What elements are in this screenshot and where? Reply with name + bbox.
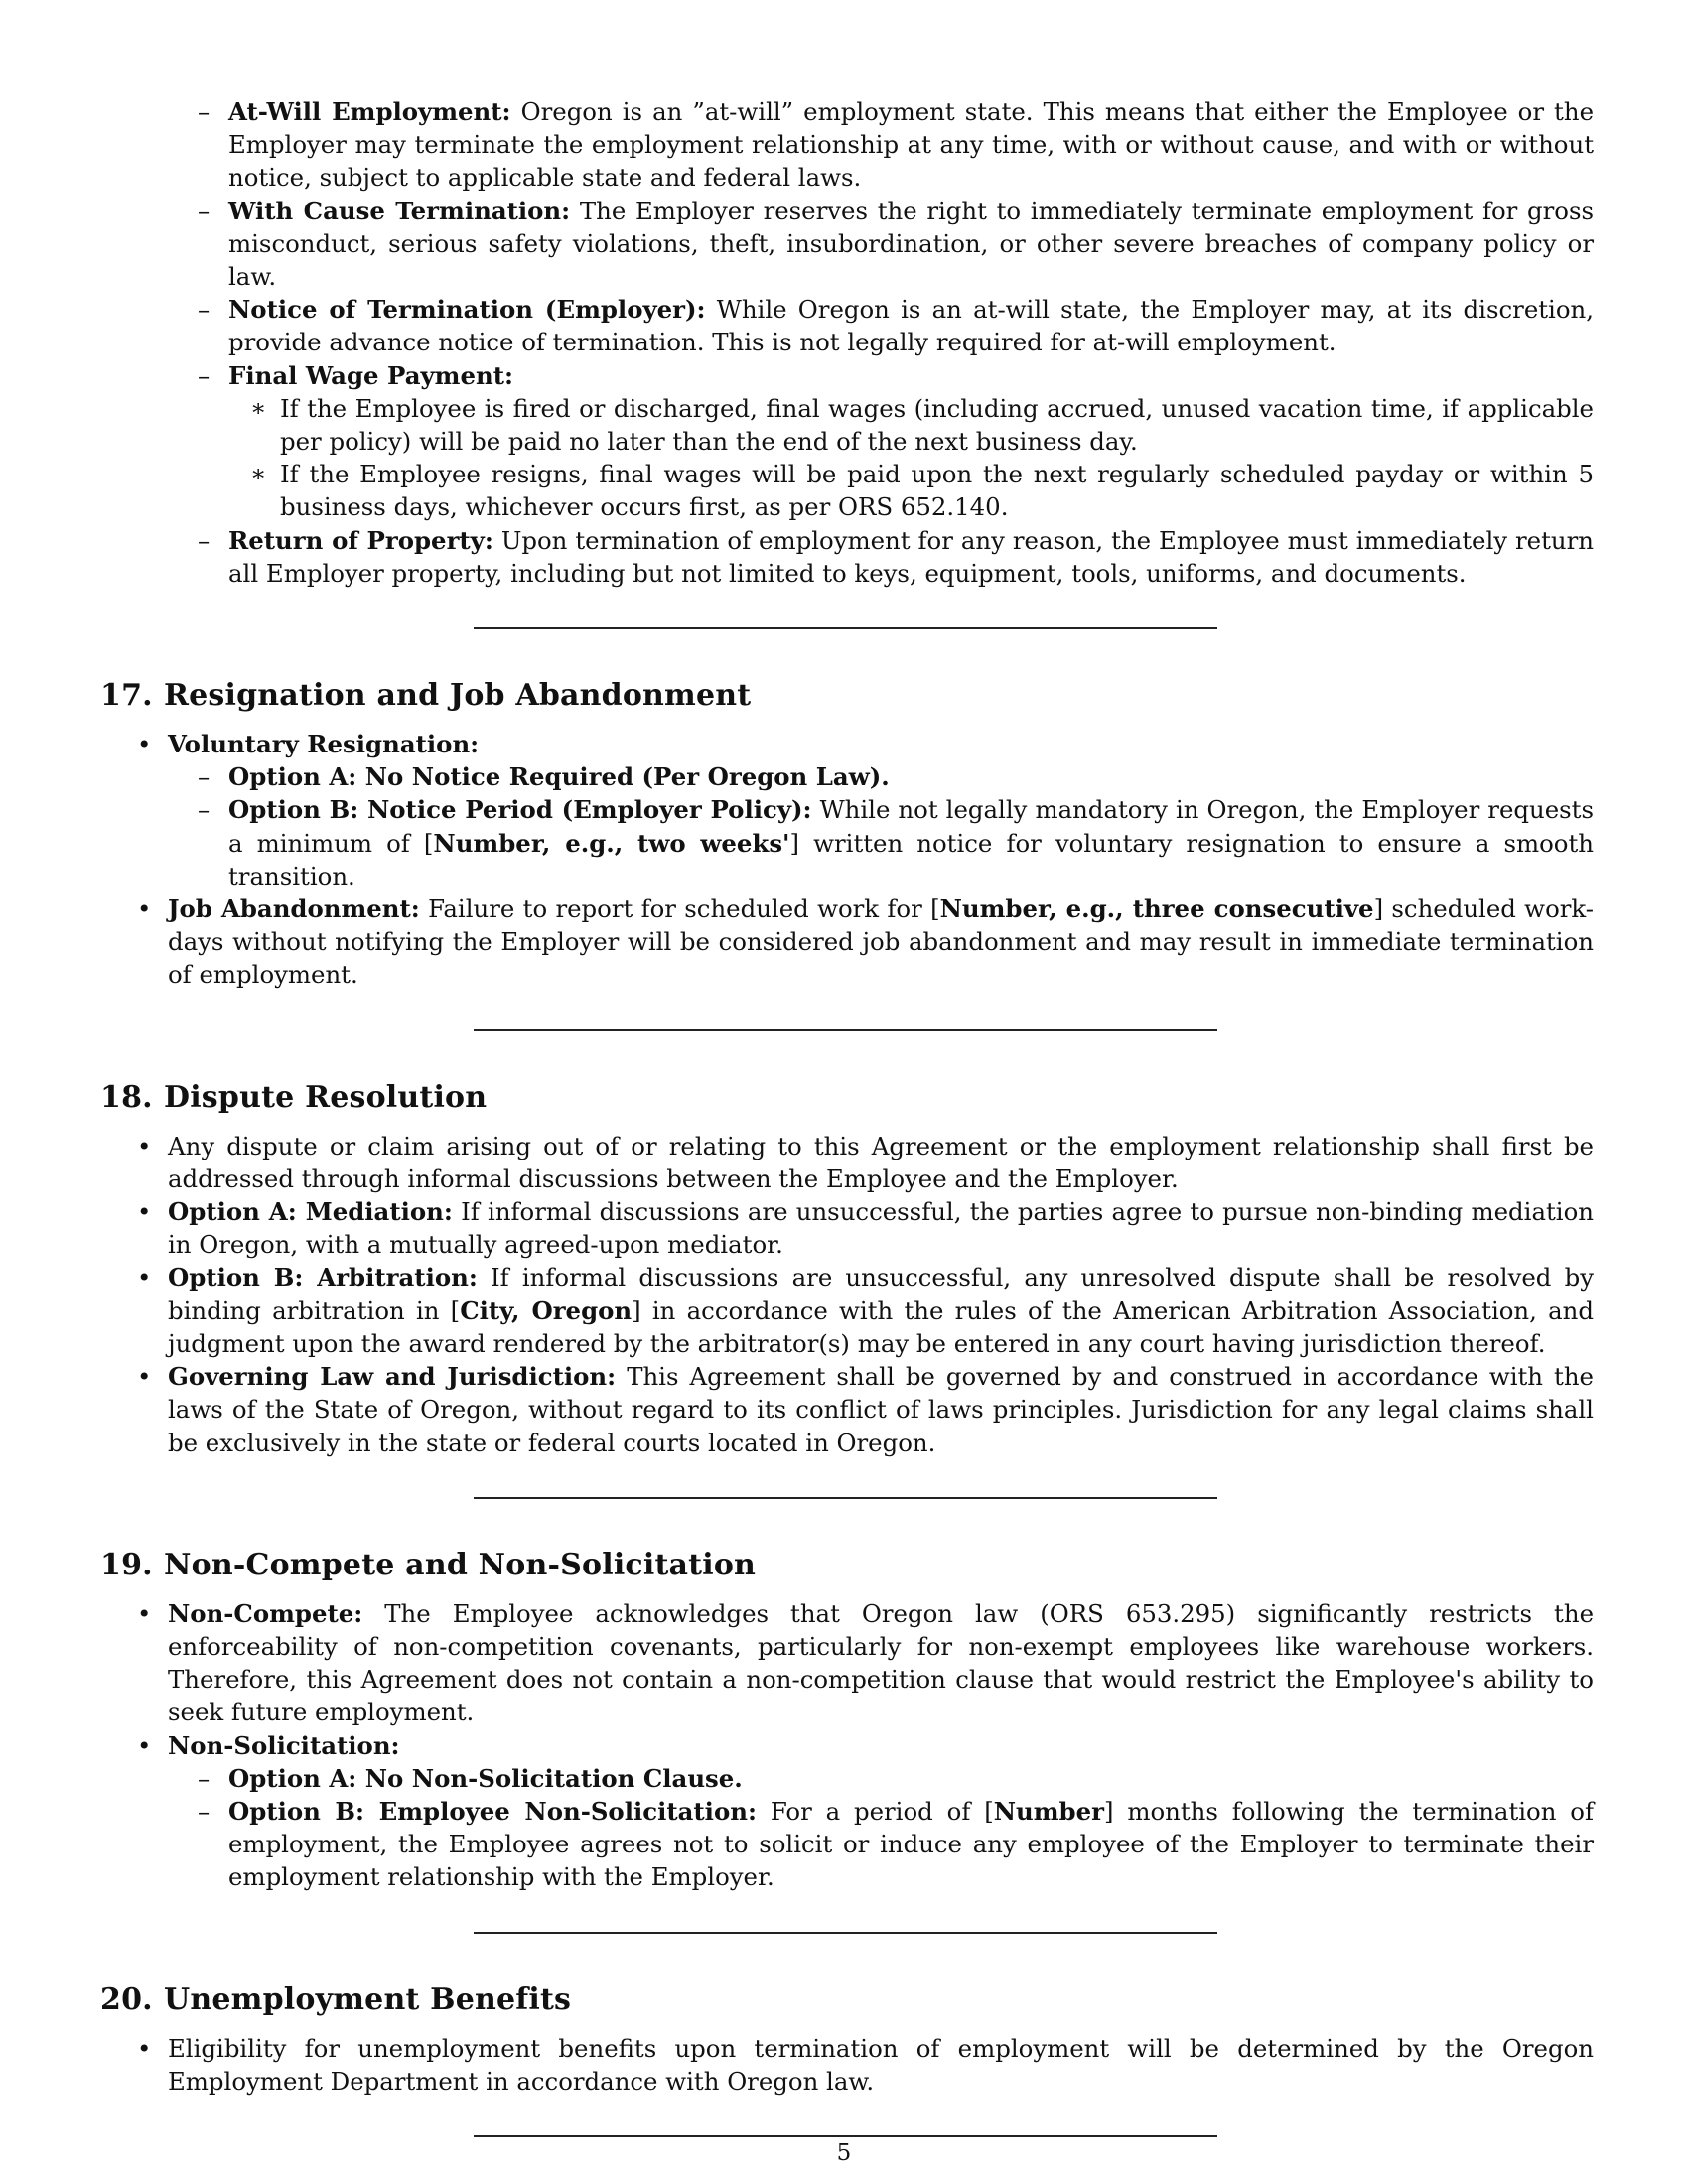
sub-list-item xyxy=(100,1795,1594,1894)
section-heading xyxy=(100,676,1594,716)
section-divider xyxy=(474,2135,1217,2137)
item-label: Option A: No Non-Solicitation Clause. xyxy=(228,1763,743,1793)
section-heading xyxy=(100,1980,1594,2020)
sub-list-item xyxy=(100,760,1594,793)
section-list xyxy=(100,1130,1594,1459)
item-label: Governing Law and Jurisdiction: xyxy=(168,1362,617,1392)
section-list xyxy=(100,728,1594,992)
item-text: Upon termination of employment for any reason, the Employee must immediately return all Employer property, including but not limited to keys, equipment, tools, uniforms, and documents. xyxy=(228,525,1594,588)
section-number: 20. xyxy=(100,1981,153,2017)
item-label: Option A: Mediation: xyxy=(168,1197,453,1227)
item-text: While not legally mandatory in Oregon, the Employer requests a minimum of [ xyxy=(228,795,1594,858)
item-text: ] scheduled work-days without notifying the Employer will be considered job abandonment and may result in immediate termination of employment. xyxy=(168,894,1594,990)
item-text: ] in accordance with the rules of the American Arbitration Association, and judgment upon the award rendered by the arbitrator(s) may be entered in any court having jurisdiction thereof. xyxy=(168,1296,1594,1358)
item-label: Job Abandonment: xyxy=(168,894,420,924)
item-text: This Agreement shall be governed by and construed in accordance with the laws of the State of Oregon, without regard to its conflict of laws principles. Jurisdiction for any legal claims shall be exclusively in the state or federal courts located in Oregon. xyxy=(168,1362,1594,1457)
section-divider xyxy=(474,1029,1217,1031)
list-item xyxy=(100,95,1594,195)
section-title: Unemployment Benefits xyxy=(164,1981,572,2017)
list-item xyxy=(100,1360,1594,1459)
item-label: Option B: Notice Period (Employer Policy): xyxy=(228,795,812,825)
sub-list-item: ∗ If the Employee resigns, final wages will be paid upon the next regularly scheduled payday or within 5 business days, whichever occurs first, as per ORS 652.140. xyxy=(100,458,1594,523)
item-label: Option B: Arbitration: xyxy=(168,1263,478,1293)
item-text: Oregon is an ”at-will” employment state. This means that either the Employee or the Employer may terminate the employment relationship at any time, with or without cause, and with or without notice, subject to applicable state and federal laws. xyxy=(228,97,1594,193)
section-20 xyxy=(100,1980,1594,2098)
section-17 xyxy=(100,676,1594,992)
sub-list-item xyxy=(100,1762,1594,1795)
section-divider xyxy=(474,1932,1217,1934)
placeholder-text: Number xyxy=(993,1796,1104,1826)
item-text: While Oregon is an at-will state, the Employer may, at its discretion, provide advance notice of termination. This is not legally required for at-will employment. xyxy=(228,295,1594,357)
item-label: At-Will Employment: xyxy=(228,97,511,126)
list-item xyxy=(100,195,1594,294)
placeholder-text: Number, e.g., three consecutive xyxy=(939,894,1374,924)
placeholder-text: City, Oregon xyxy=(460,1296,633,1325)
item-label: Return of Property: xyxy=(228,525,493,555)
item-label: With Cause Termination: xyxy=(228,196,571,225)
section-divider xyxy=(474,1497,1217,1499)
list-item xyxy=(100,1597,1594,1729)
list-item: • Eligibility for unemployment benefits upon termination of employment will be determined by the Oregon Employment Department in accordance with Oregon law. xyxy=(100,2032,1594,2098)
item-label: Notice of Termination (Employer): xyxy=(228,295,706,325)
item-label: Voluntary Resignation: xyxy=(168,730,480,759)
item-text: If informal discussions are unsuccessful, the parties agree to pursue non-binding mediation in Oregon, with a mutually agreed-upon mediator. xyxy=(168,1197,1594,1260)
item-label: Non-Compete: xyxy=(168,1598,363,1628)
section-list xyxy=(100,2032,1594,2098)
list-item xyxy=(100,1261,1594,1360)
item-text: The Employer reserves the right to immediately terminate employment for gross misconduct, serious safety violations, theft, insubordination, or other severe breaches of company policy or law. xyxy=(228,196,1595,292)
item-text: Failure to report for scheduled work for [ xyxy=(419,894,940,924)
section-heading xyxy=(100,1546,1594,1585)
list-item xyxy=(100,293,1594,358)
section-list xyxy=(100,1597,1594,1894)
sub-list-item xyxy=(100,793,1594,892)
list-item: • Any dispute or claim arising out of or relating to this Agreement or the employment relationship shall first be addressed through informal discussions between the Employee and the Employer. xyxy=(100,1130,1594,1195)
list-item xyxy=(100,728,1594,760)
document-page xyxy=(100,95,1594,2137)
list-item xyxy=(100,524,1594,590)
list-item xyxy=(100,1195,1594,1261)
section-heading xyxy=(100,1078,1594,1118)
item-text: ] written notice for voluntary resignation to ensure a smooth transition. xyxy=(228,828,1594,890)
list-item xyxy=(100,359,1594,392)
list-item xyxy=(100,892,1594,992)
item-text: If informal discussions are unsuccessful, any unresolved dispute shall be resolved by binding arbitration in [ xyxy=(168,1263,1594,1325)
sub-list-item: ∗ If the Employee is fired or discharged, final wages (including accrued, unused vacation time, if applicable per policy) will be paid no later than the end of the next business day. xyxy=(100,392,1594,458)
item-text: The Employee acknowledges that Oregon law (ORS 653.295) significantly restricts the enforceability of non-competition covenants, particularly for non-exempt employees like warehouse workers. Therefore, this Agreement does not contain a non-competition clause that would restrict the Employee's ability to seek future employment. xyxy=(168,1598,1594,1727)
item-text: For a period of [ xyxy=(756,1796,994,1826)
section-title: Non-Compete and Non-Solicitation xyxy=(164,1547,757,1582)
section-19 xyxy=(100,1546,1594,1894)
section-title: Dispute Resolution xyxy=(164,1079,488,1115)
placeholder-text: Number, e.g., two weeks' xyxy=(433,828,790,858)
section-title: Resignation and Job Abandonment xyxy=(164,678,752,714)
section-number: 17. xyxy=(100,678,153,714)
page-number: 5 xyxy=(836,2140,852,2166)
termination-list xyxy=(100,95,1594,590)
item-label: Option B: Employee Non-Solicitation: xyxy=(228,1796,757,1826)
item-label: Non-Solicitation: xyxy=(168,1730,400,1760)
section-number: 18. xyxy=(100,1079,153,1115)
item-label: Option A: No Notice Required (Per Oregon Law). xyxy=(228,762,890,792)
list-item xyxy=(100,1729,1594,1762)
section-number: 19. xyxy=(100,1547,153,1582)
section-divider xyxy=(474,627,1217,629)
section-18 xyxy=(100,1078,1594,1459)
item-text: ] months following the termination of employment, the Employee agrees not to solicit or induce any employee of the Employer to terminate their employment relationship with the Employer. xyxy=(228,1796,1594,1892)
item-label: Final Wage Payment: xyxy=(228,360,514,390)
